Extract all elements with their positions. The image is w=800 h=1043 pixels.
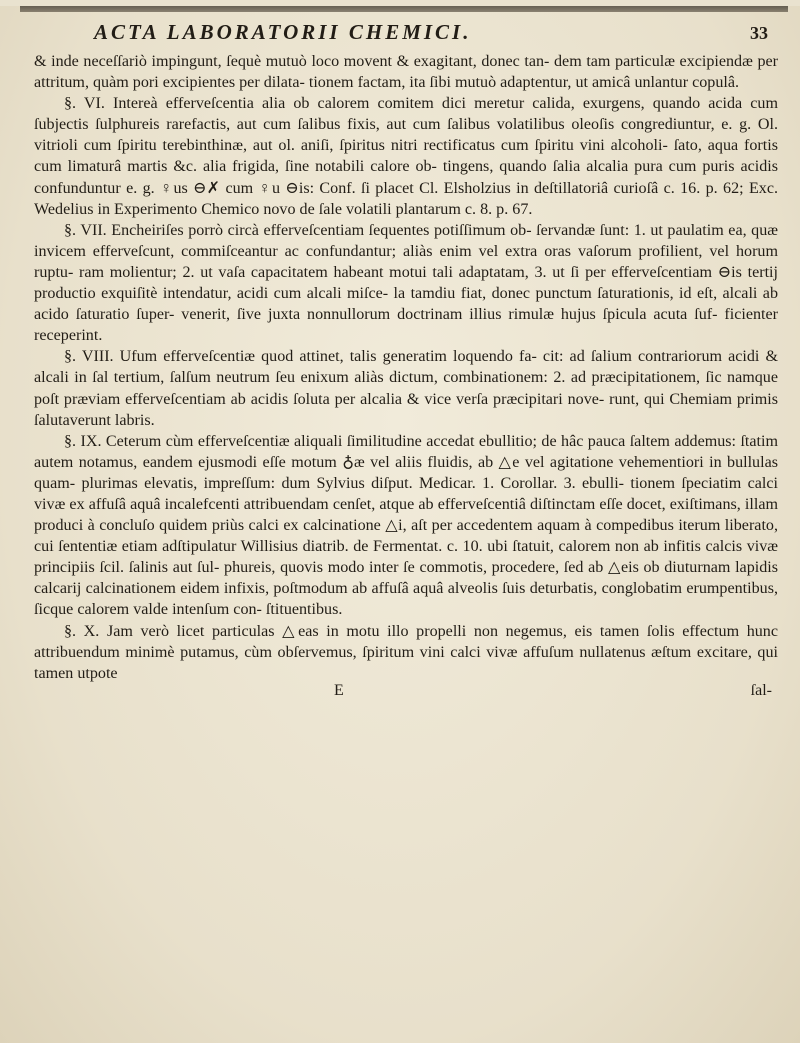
catchword: ſal- bbox=[750, 681, 772, 699]
top-rule bbox=[20, 6, 788, 12]
signature-mark: E bbox=[334, 681, 344, 699]
book-page bbox=[0, 6, 800, 1043]
body-text bbox=[34, 51, 778, 684]
page-footer bbox=[34, 682, 778, 700]
paragraph-section-10: §. X. Jam verò licet particulas △eas in motu illo propelli non negemus, eis tamen ſolis effectum hunc attribuendum minimè putamus, cùm obſervemus, ſpiritum vini calci vivæ affuſum nullatenus æſtum excitare, qui tamen utpote bbox=[34, 622, 778, 682]
paragraph-section-9: §. IX. Ceterum cùm efferveſcentiæ aliquali ſimilitudine accedat ebullitio; de hâc pauca ſaltem addemus: ſtatim autem notamus, eandem ejusmodi eſſe motum ♁æ vel aliis fluidis, ab △e vel agitatione vehementiori in bullulas quam- plurimas elevatis, impreſſum: dum Sylvius diſput. Medicar. 1. Corollar. 3. ebulli- tionem ſpeciatim calci vivæ ex affuſâ aquâ incalefcenti attribuendam cenſet, atque ab efferveſcentiâ diſtinctam eſſe docet, exiſtimans, illam produci à concluſo quidem priùs calci ex calcinatione △i, aſt per accedentem aquam à compedibus iterum liberato, cui ſententiæ etiam adſtipulatur Willisius diatrib. de Fermentat. c. 10. ubi ſtatuit, calorem non ab infitis calcis vivæ principiis ſcil. ſalinis aut ſul- phureis, quovis modo inter ſe commotis, procedere, ſed ab △eis ob diuturnam lapidis calcarij calcinationem eidem infixis, poſtmodum ab affuſâ aquâ alveolis ſuis deturbatis, conglobatim erumpentibus, ſicque calorem valde intenſum con- ſtituentibus. bbox=[34, 432, 778, 619]
paragraph-section-7: §. VII. Encheiriſes porrò circà efferveſcentiam ſequentes potiſſimum ob- ſervandæ ſunt: 1. ut paulatim ea, quæ invicem efferveſcunt, commiſceantur ac confundantur; aliàs enim vel extra oras vaſorum profilient, vel horum ruptu- ram molientur; 2. ut vaſa capacitatem habeant motui tali adaptatam, 3. ut ſi per efferveſcentiam ⊖is tertij productio exquiſitè intendatur, acidi cum alcali miſce- la tamdiu fiat, donec punctum ſaturationis, id eſt, alcali ab acido ſaturatio ſuper- venerit, ſive juxta nonnullorum doctrinam illius rimulæ hujus ſpicula acuta ſuf- ficienter receperint. bbox=[34, 221, 778, 345]
paragraph-section-8: §. VIII. Ufum efferveſcentiæ quod attinet, talis generatim loquendo fa- cit: ad ſalium contrariorum acidi & alcali in ſal tertium, ſalſum neutrum ſeu enixum aliàs dictum, combinationem: 2. ad præcipitationem, ſic namque poſt præviam efferveſcentiam ab acidis ſoluta per alcalia & vice verſa præcipitari nove- runt, qui Chemiam primis ſalutaverunt labris. bbox=[34, 348, 778, 429]
page-number: 33 bbox=[750, 23, 768, 43]
paragraph-continuation: & inde neceſſariò impingunt, ſequè mutuò loco movent & exagitant, donec tan- dem tam particulæ excipiendæ per attritum, quàm pori excipientes per dilata- tionem factam, ita ſibi mutuò adaptentur, ut amicâ unlantur copulâ. bbox=[34, 53, 778, 92]
running-header bbox=[34, 20, 778, 45]
paragraph-section-6: §. VI. Intereà efferveſcentia alia ob calorem comitem dici meretur calida, exurgens, quando acida cum ſubjectis ſulphureis rarefactis, aut cum ſalibus fixis, aut cum ſalibus volatilibus oleoſis congrediuntur, e. g. Ol. vitrioli cum ſpiritu terebinthinæ, aut ol. aniſi, ſpiritus nitri rectificatus cum ſpiritu vini alcoholi- ſato, aqua fortis cum limaturâ martis &c. alia frigida, ſine notabili calore ob- tingens, quando ſalia alcalia pura cum puris acidis confunduntur e. g. ♀us ⊖✗ cum ♀u ⊖is: Conf. ſi placet Cl. Elsholzius in deſtillatoriâ curioſâ c. 16. p. 62; Exc. Wedelius in Experimento Chemico novo de ſale volatili plantarum c. 8. p. 67. bbox=[34, 95, 778, 218]
running-title: ACTA LABORATORII CHEMICI. bbox=[94, 20, 472, 44]
